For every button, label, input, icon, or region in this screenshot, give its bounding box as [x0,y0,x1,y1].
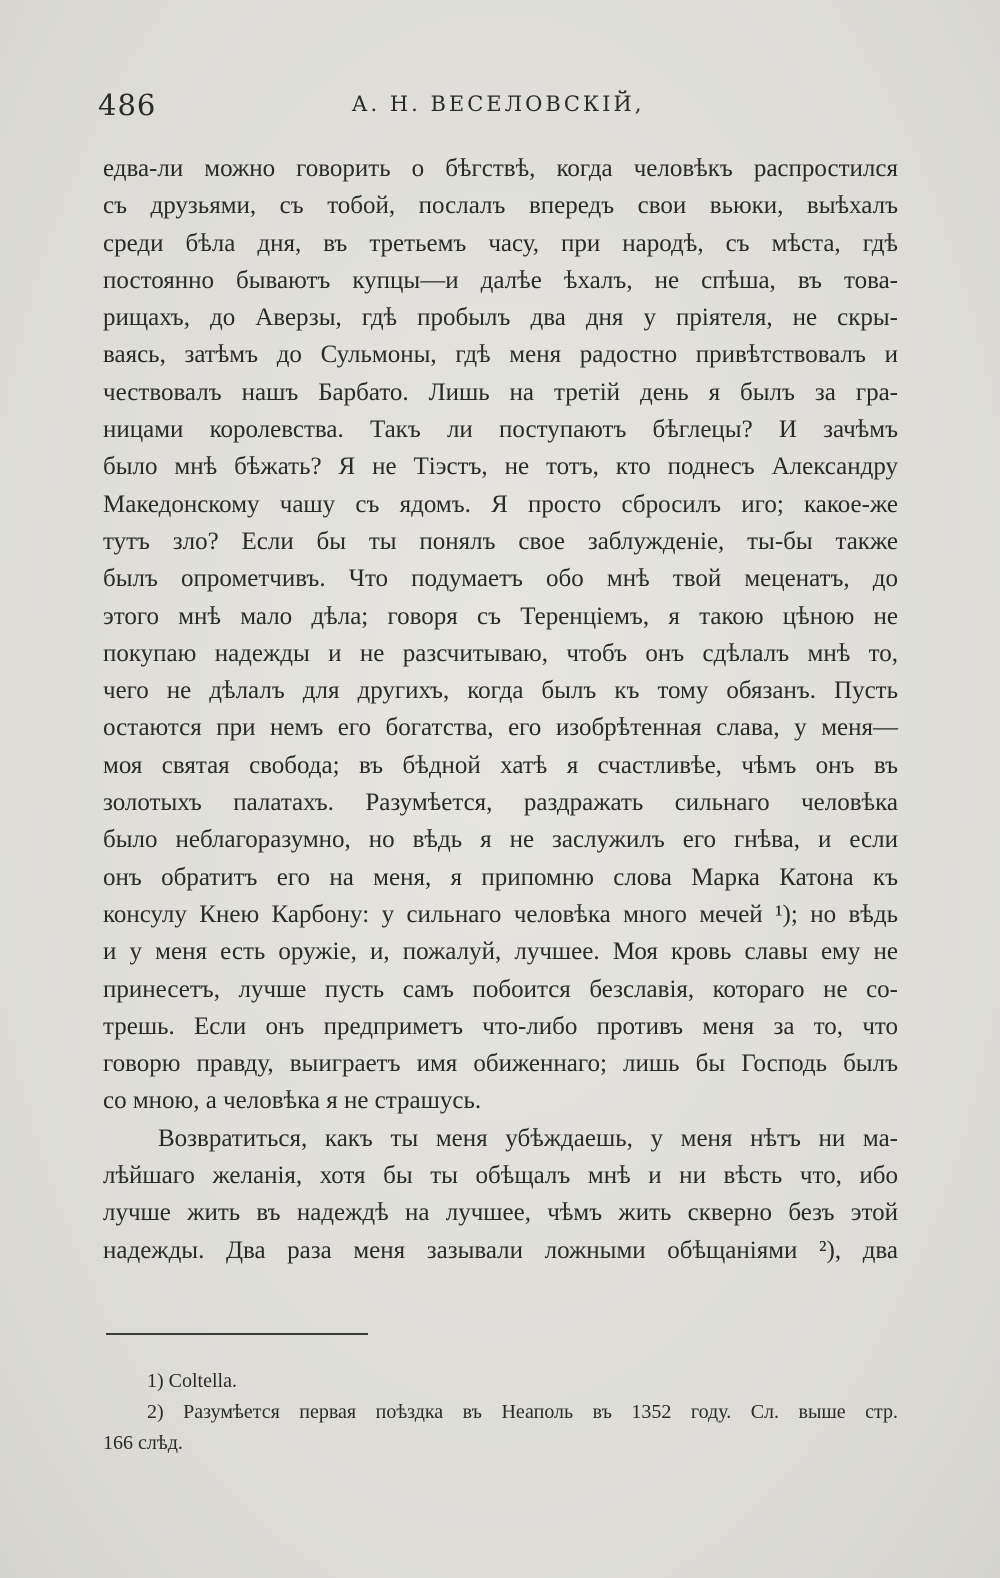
text-line: трешь. Если онъ предприметъ что-либо противъ меня за то, что [103,1012,898,1040]
text-line: онъ обратитъ его на меня, я припомню слова Марка Катона къ [103,863,898,891]
text-line: было мнѣ бѣжать? Я не Тіэстъ, не тотъ, кто поднесъ Александру [103,453,898,481]
text-line: ницами королевства. Такъ ли поступаютъ бѣглецы? И зачѣмъ [103,416,898,444]
text-line: остаются при немъ его богатства, его изобрѣтенная слава, у меня— [103,714,898,742]
body-text [103,150,898,1269]
footnote-2-continued: 166 слѣд. [103,1432,183,1454]
text-line: ваясь, затѣмъ до Сульмоны, гдѣ меня радостно привѣтствовалъ и [103,341,898,369]
text-line: надежды. Два раза меня зазывали ложными обѣщаніями ²), два [103,1236,898,1264]
footnote-2: 2) Разумѣется первая поѣздка въ Неаполь въ 1352 году. Сл. выше стр. [147,1401,898,1423]
text-line: Македонскому чашу съ ядомъ. Я просто сбросилъ иго; какое-же [103,490,898,518]
text-line: золотыхъ палатахъ. Разумѣется, раздражать сильнаго человѣка [103,789,898,817]
footnotes [103,1366,898,1459]
text-line: среди бѣла дня, въ третьемъ часу, при народѣ, съ мѣста, гдѣ [103,229,898,257]
text-line: лучше жить въ надеждѣ на лучшее, чѣмъ жить скверно безъ этой [103,1199,898,1227]
text-line: былъ опрометчивъ. Что подумаетъ обо мнѣ твой меценатъ, до [103,565,898,593]
text-line: говорю правду, выиграетъ имя обиженнаго; лишь бы Господь былъ [103,1050,898,1078]
text-line: чего не дѣлалъ для другихъ, когда былъ къ тому обязанъ. Пусть [103,677,898,705]
text-line: этого мнѣ мало дѣла; говоря съ Теренціемъ, я такою цѣною не [103,602,898,630]
text-line: тутъ зло? Если бы ты понялъ свое заблужденіе, ты-бы также [103,527,898,555]
footnote-divider [106,1333,368,1335]
text-line: консулу Кнею Карбону: у сильнаго человѣка много мечей ¹); но вѣдь [103,900,898,928]
page-number: 486 [98,88,157,122]
text-line: принесетъ, лучше пусть самъ побоится безславія, котораго не со- [103,975,898,1003]
page-header [98,88,898,128]
text-line: покупаю надежды и не разсчитываю, чтобъ онъ сдѣлалъ мнѣ то, [103,639,898,667]
text-line: едва-ли можно говорить о бѣгствѣ, когда человѣкъ распростился [103,155,898,182]
running-head: А. Н. ВЕСЕЛОВСКІЙ, [351,92,645,116]
text-line-paragraph-end: со мною, а человѣка я не страшусь. [103,1087,482,1115]
text-line-paragraph-start: Возвратиться, какъ ты меня убѣждаешь, у меня нѣтъ ни ма- [158,1124,898,1152]
text-line: рищахъ, до Аверзы, гдѣ пробылъ два дня у пріятеля, не скры- [103,304,898,332]
footnote-1: 1) Coltella. [147,1370,237,1392]
text-line: лѣйшаго желанія, хотя бы ты обѣщалъ мнѣ и ни вѣсть что, ибо [103,1162,898,1190]
text-line: постоянно бываютъ купцы—и далѣе ѣхалъ, не спѣша, въ това- [103,266,898,294]
text-line: съ друзьями, съ тобой, послалъ впередъ свои вьюки, выѣхалъ [103,192,898,220]
text-line: моя святая свобода; въ бѣдной хатѣ я счастливѣе, чѣмъ онъ въ [103,751,898,779]
text-line: было неблагоразумно, но вѣдь я не заслужилъ его гнѣва, и если [103,826,898,854]
text-line: и у меня есть оружіе, и, пожалуй, лучшее. Моя кровь славы ему не [103,938,898,966]
text-line: чествовалъ нашъ Барбато. Лишь на третій день я былъ за гра- [103,378,898,406]
